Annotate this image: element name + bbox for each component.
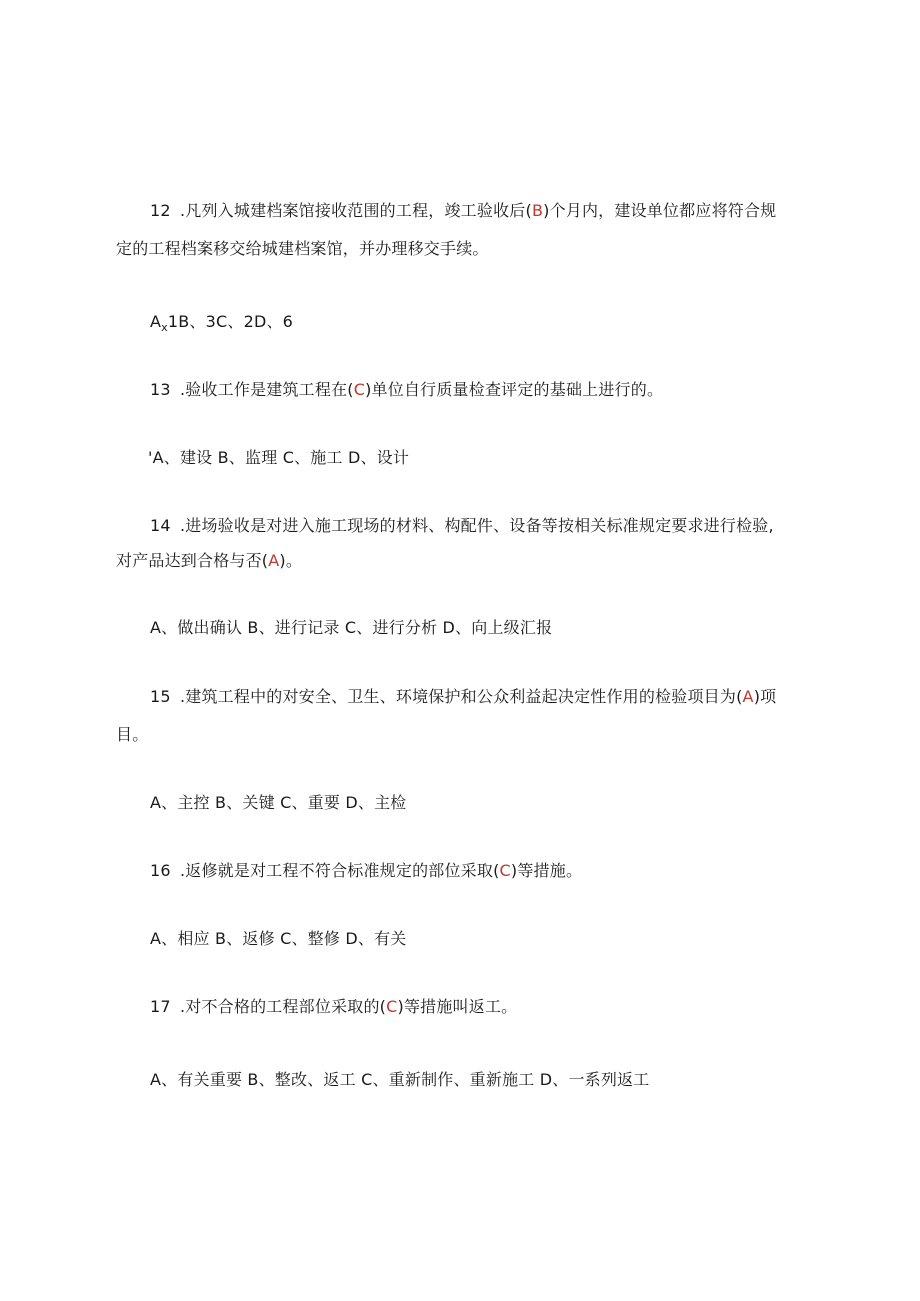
continuation-text-after: )。 — [279, 551, 303, 570]
continuation-text: 对产品达到合格与否( — [116, 551, 269, 570]
answer-letter: C — [499, 861, 511, 880]
question-number: 14 — [150, 516, 171, 535]
question-number: 13 — [150, 380, 171, 399]
answer-letter: C — [386, 997, 398, 1016]
question-number: 12 — [150, 201, 171, 220]
question-text-after: )等措施叫返工。 — [397, 997, 518, 1016]
question-12-continuation: 定的工程档案移交给城建档案馆，并办理移交手续。 — [116, 239, 489, 258]
question-text: .凡列入城建档案馆接收范围的工程，竣工验收后( — [180, 201, 532, 220]
question-13 — [150, 379, 663, 401]
question-text: .返修就是对工程不符合标准规定的部位采取( — [180, 861, 500, 880]
question-number: 15 — [150, 687, 171, 706]
question-15 — [150, 686, 776, 708]
question-15-options: A、主控 B、关键 C、重要 D、主检 — [150, 793, 407, 812]
question-13-options: 'A、建设 B、监理 C、施工 D、设计 — [148, 448, 410, 467]
question-12 — [150, 200, 776, 222]
question-14-continuation — [116, 550, 302, 572]
option-a-prefix: A — [150, 312, 162, 331]
question-14 — [150, 515, 774, 537]
question-number: 17 — [150, 997, 171, 1016]
question-15-continuation: 目。 — [116, 725, 149, 744]
options-rest: 1B、3C、2D、6 — [167, 312, 294, 331]
question-text-after: )个月内，建设单位都应将符合规 — [543, 201, 777, 220]
answer-letter: B — [531, 201, 544, 220]
question-12-options — [150, 311, 293, 339]
question-17 — [150, 996, 517, 1018]
question-number: 16 — [150, 861, 171, 880]
question-text-after: )单位自行质量检查评定的基础上进行的。 — [365, 380, 664, 399]
question-text-after: )等措施。 — [510, 861, 583, 880]
question-16-options: A、相应 B、返修 C、整修 D、有关 — [150, 929, 407, 948]
question-text: .进场验收是对进入施工现场的材料、构配件、设备等按相关标准规定要求进行检验, — [180, 516, 774, 535]
question-text: .验收工作是建筑工程在( — [180, 380, 354, 399]
option-a-subscript: x — [161, 321, 168, 334]
question-text: .建筑工程中的对安全、卫生、环境保护和公众利益起决定性作用的检验项目为( — [180, 687, 743, 706]
answer-letter: A — [742, 687, 754, 706]
question-text: .对不合格的工程部位采取的( — [180, 997, 387, 1016]
answer-letter: C — [353, 380, 366, 399]
question-14-options: A、做出确认 B、进行记录 C、进行分析 D、向上级汇报 — [150, 618, 553, 637]
answer-letter: A — [268, 551, 280, 570]
question-17-options: A、有关重要 B、整改、返工 C、重新制作、重新施工 D、一系列返工 — [150, 1070, 650, 1089]
question-text-after: )项 — [753, 687, 777, 706]
question-16 — [150, 860, 582, 882]
